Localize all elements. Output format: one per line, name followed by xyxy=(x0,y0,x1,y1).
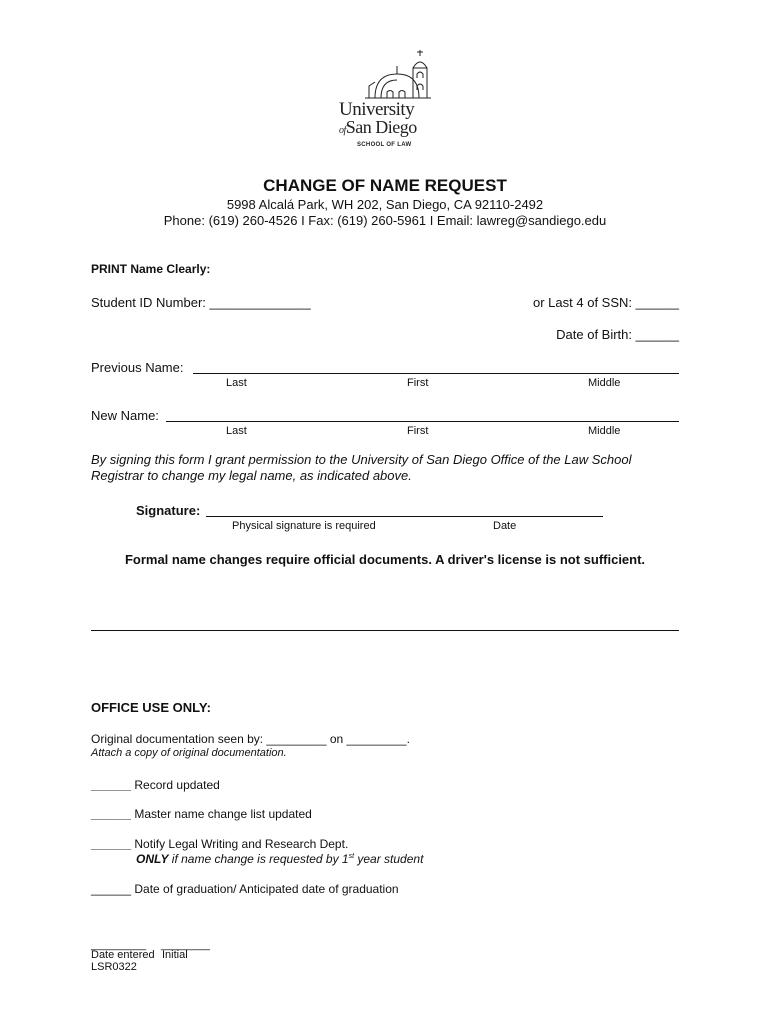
logo-university-text: University xyxy=(339,99,415,120)
previous-middle-label: Middle xyxy=(588,377,621,389)
office-use-heading: OFFICE USE ONLY: xyxy=(91,700,211,715)
logo-sandiego: San Diego xyxy=(345,117,417,137)
previous-last-label: Last xyxy=(226,377,247,389)
previous-first-label: First xyxy=(407,377,429,389)
signature-line[interactable] xyxy=(206,516,603,517)
logo-san-diego-text xyxy=(339,117,439,138)
contact-line: Phone: (619) 260-4526 I Fax: (619) 260-5961 I Email: lawreg@sandiego.edu xyxy=(163,213,607,228)
permission-text-line2: Registrar to change my legal name, as indicated above. xyxy=(91,468,412,483)
new-last-label: Last xyxy=(226,425,247,437)
ssn-field[interactable]: or Last 4 of SSN: ______ xyxy=(533,295,679,310)
record-updated-item xyxy=(91,778,220,792)
permission-text-line1: By signing this form I grant permission to the University of San Diego Office of the Law School xyxy=(91,452,632,467)
notify-item xyxy=(91,837,348,851)
only-first-year-note xyxy=(136,852,423,866)
date-entered-blank[interactable]: _________ xyxy=(91,939,147,951)
new-name-line[interactable] xyxy=(166,421,679,422)
section-divider xyxy=(91,630,679,631)
logo-school-of-law-text: SCHOOL OF LAW xyxy=(357,142,412,148)
signature-required-note: Physical signature is required xyxy=(232,520,376,532)
new-middle-label: Middle xyxy=(588,425,621,437)
form-title: CHANGE OF NAME REQUEST xyxy=(263,176,507,195)
form-code: LSR0322 xyxy=(91,961,137,973)
university-logo xyxy=(335,48,435,152)
master-list-item xyxy=(91,807,312,821)
print-name-label: PRINT Name Clearly: xyxy=(91,262,211,276)
original-doc-line: Original documentation seen by: _________ on _________. xyxy=(91,732,410,746)
address-line: 5998 Alcalá Park, WH 202, San Diego, CA 92110-2492 xyxy=(226,197,544,212)
master-list-label: Master name change list updated xyxy=(134,807,312,821)
student-id-field[interactable]: Student ID Number: ______________ xyxy=(91,295,311,310)
only-word: ONLY xyxy=(136,852,169,866)
formal-change-note: Formal name changes require official documents. A driver's license is not sufficient. xyxy=(124,552,646,567)
signature-date-label: Date xyxy=(493,520,517,532)
attach-note: Attach a copy of original documentation. xyxy=(91,747,287,759)
dob-field[interactable]: Date of Birth: ______ xyxy=(556,327,679,342)
notify-label: Notify Legal Writing and Research Dept. xyxy=(134,837,349,851)
signature-label: Signature: xyxy=(136,503,201,518)
initial-label: Initial xyxy=(162,949,188,961)
logo-of-text: of xyxy=(339,125,346,136)
only-rest: if name change is requested by 1 xyxy=(171,852,349,866)
graduation-item: ______ Date of graduation/ Anticipated date of graduation xyxy=(91,882,399,896)
previous-name-label: Previous Name: xyxy=(91,360,184,375)
date-entered-label: Date entered xyxy=(91,949,155,961)
record-blank[interactable]: ______ xyxy=(91,778,132,792)
previous-name-line[interactable] xyxy=(193,373,679,374)
university-tower-icon xyxy=(335,48,435,100)
master-blank[interactable]: ______ xyxy=(91,807,132,821)
only-sup: st xyxy=(348,853,355,860)
only-end: year student xyxy=(357,852,424,866)
initial-blank[interactable]: ________ xyxy=(161,939,210,951)
record-updated-label: Record updated xyxy=(134,778,220,792)
new-name-label: New Name: xyxy=(91,408,159,423)
new-first-label: First xyxy=(407,425,429,437)
notify-blank[interactable]: ______ xyxy=(91,837,132,851)
